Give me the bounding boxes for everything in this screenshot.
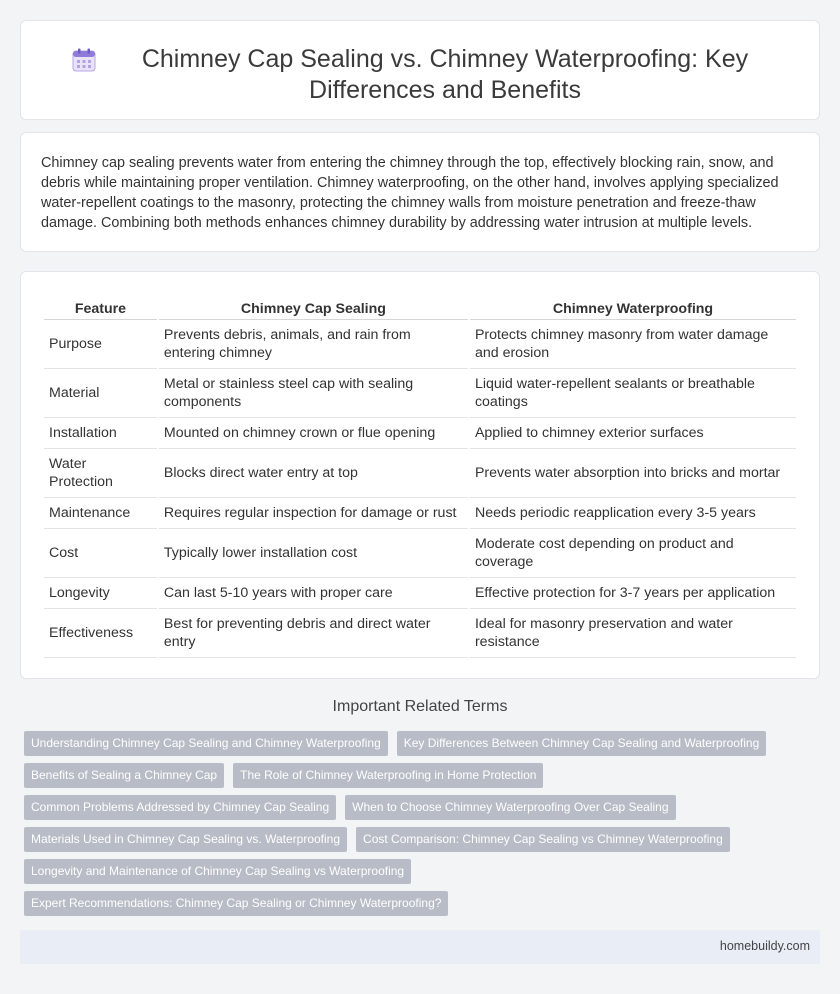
table-row	[44, 418, 796, 449]
related-terms-heading: Important Related Terms	[332, 698, 508, 715]
table-header-row	[44, 294, 796, 320]
feature-cell: Effectiveness	[44, 609, 157, 658]
feature-cell: Material	[44, 369, 157, 418]
waterproofing-cell: Moderate cost depending on product and coverage	[470, 529, 796, 578]
intro-text: Chimney cap sealing prevents water from entering the chimney through the top, effectively blocking rain, snow, and debris while maintaining proper ventilation. Chimney waterproofing, on the other hand, involves applying specialized water-repellent coatings to the masonry, protecting the chimney walls from moisture penetration and freeze-thaw damage. Combining both methods enhances chimney durability by addressing water intrusion at multiple levels.	[41, 155, 779, 231]
waterproofing-cell: Protects chimney masonry from water damage and erosion	[470, 320, 796, 369]
page-title: Chimney Cap Sealing vs. Chimney Waterproofing: Key Differences and Benefits	[141, 45, 749, 104]
cap-sealing-cell: Best for preventing debris and direct water entry	[159, 609, 468, 658]
feature-cell: Purpose	[44, 320, 157, 369]
related-term-tag[interactable]: Benefits of Sealing a Chimney Cap	[24, 763, 224, 788]
related-term-tag[interactable]: The Role of Chimney Waterproofing in Home Protection	[233, 763, 543, 788]
feature-cell: Cost	[44, 529, 157, 578]
waterproofing-cell: Needs periodic reapplication every 3-5 years	[470, 498, 796, 529]
table-row	[44, 320, 796, 369]
related-term-tag[interactable]: When to Choose Chimney Waterproofing Over Cap Sealing	[345, 795, 675, 820]
cap-sealing-cell: Can last 5-10 years with proper care	[159, 578, 468, 609]
related-term-tag[interactable]: Longevity and Maintenance of Chimney Cap Sealing vs Waterproofing	[24, 859, 411, 884]
related-term-tag[interactable]: Key Differences Between Chimney Cap Sealing and Waterproofing	[397, 731, 767, 756]
cap-sealing-cell: Typically lower installation cost	[159, 529, 468, 578]
cap-sealing-cell: Prevents debris, animals, and rain from entering chimney	[159, 320, 468, 369]
table-row	[44, 609, 796, 658]
cap-sealing-cell: Mounted on chimney crown or flue opening	[159, 418, 468, 449]
intro-card	[20, 132, 820, 252]
header-cap-sealing: Chimney Cap Sealing	[159, 294, 468, 320]
cap-sealing-cell: Requires regular inspection for damage or rust	[159, 498, 468, 529]
table-row	[44, 578, 796, 609]
table-row	[44, 369, 796, 418]
table-row	[44, 529, 796, 578]
footer	[20, 930, 820, 964]
feature-cell: Longevity	[44, 578, 157, 609]
related-term-tag[interactable]: Materials Used in Chimney Cap Sealing vs. Waterproofing	[24, 827, 347, 852]
table-row	[44, 449, 796, 498]
feature-cell: Installation	[44, 418, 157, 449]
waterproofing-cell: Ideal for masonry preservation and water resistance	[470, 609, 796, 658]
waterproofing-cell: Prevents water absorption into bricks and mortar	[470, 449, 796, 498]
related-term-tag[interactable]: Understanding Chimney Cap Sealing and Chimney Waterproofing	[24, 731, 388, 756]
table-row	[44, 498, 796, 529]
header-waterproofing: Chimney Waterproofing	[470, 294, 796, 320]
footer-site-link[interactable]: homebuildy.com	[719, 939, 810, 953]
waterproofing-cell: Liquid water-repellent sealants or breathable coatings	[470, 369, 796, 418]
related-term-tag[interactable]: Expert Recommendations: Chimney Cap Sealing or Chimney Waterproofing?	[24, 891, 448, 916]
header-card	[20, 20, 820, 120]
feature-cell: Water Protection	[44, 449, 157, 498]
related-terms-list	[24, 731, 814, 923]
comparison-card	[20, 271, 820, 679]
waterproofing-cell: Applied to chimney exterior surfaces	[470, 418, 796, 449]
cap-sealing-cell: Metal or stainless steel cap with sealing components	[159, 369, 468, 418]
waterproofing-cell: Effective protection for 3-7 years per application	[470, 578, 796, 609]
related-term-tag[interactable]: Cost Comparison: Chimney Cap Sealing vs Chimney Waterproofing	[356, 827, 730, 852]
related-term-tag[interactable]: Common Problems Addressed by Chimney Cap Sealing	[24, 795, 336, 820]
header-feature: Feature	[44, 294, 157, 320]
feature-cell: Maintenance	[44, 498, 157, 529]
comparison-table	[42, 294, 798, 658]
cap-sealing-cell: Blocks direct water entry at top	[159, 449, 468, 498]
